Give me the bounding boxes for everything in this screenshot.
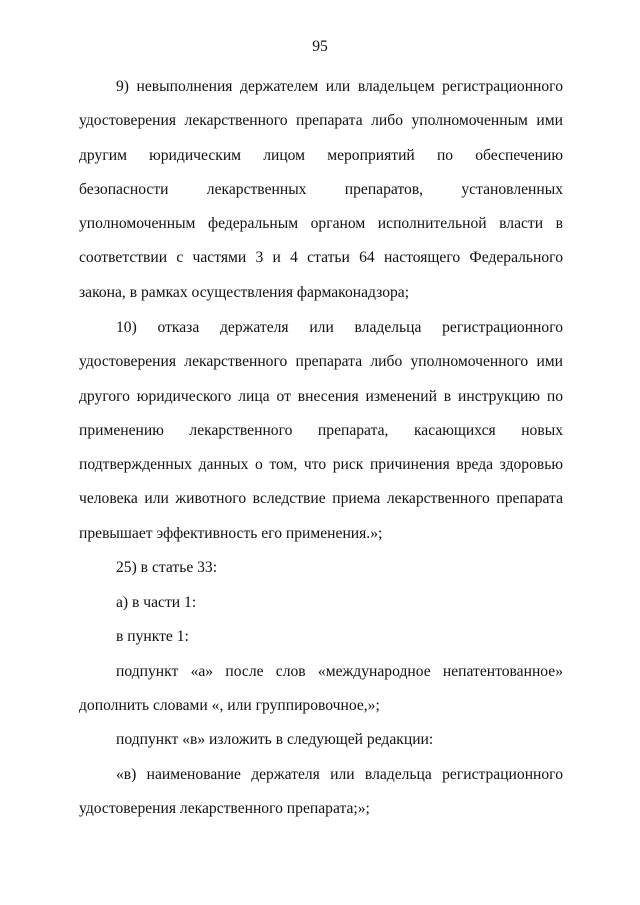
paragraph-item-9: 9) невыполнения держателем или владельцем регистрационного удостоверения лекарственного препарата либо уполномоченным ими другим юридическим лицом мероприятий по обеспечению безопасности лекарственных препаратов, установленных уполномоченным федеральным органом исполнительной власти в соответствии с частями 3 и 4 статьи 64 настоящего Федерального закона, в рамках осуществления фармаконадзора; [79, 78, 563, 301]
paragraph-item-25: 25) в статье 33: [116, 559, 218, 576]
paragraph-subitem-a: а) в части 1: [116, 594, 197, 611]
paragraph-subpoint-v-intro: подпункт «в» изложить в следующей редакции: [116, 731, 434, 748]
page-number: 95 [312, 38, 328, 55]
paragraph-item-10: 10) отказа держателя или владельца регистрационного удостоверения лекарственного препарата либо уполномоченного ими другого юридического лица от внесения изменений в инструкцию по применению лекарственного препарата, касающихся новых подтвержденных данных о том, что риск причинения вреда здоровью человека или животного вследствие приема лекарственного препарата превышает эффективность его применения.»; [79, 319, 563, 542]
paragraph-subpoint-a-amendment: подпункт «а» после слов «международное непатентованное» дополнить словами «, или группировочное,»; [79, 663, 563, 715]
paragraph-point-1: в пункте 1: [116, 628, 189, 645]
paragraph-subpoint-v-text: «в) наименование держателя или владельца регистрационного удостоверения лекарственного препарата;»; [79, 766, 563, 818]
